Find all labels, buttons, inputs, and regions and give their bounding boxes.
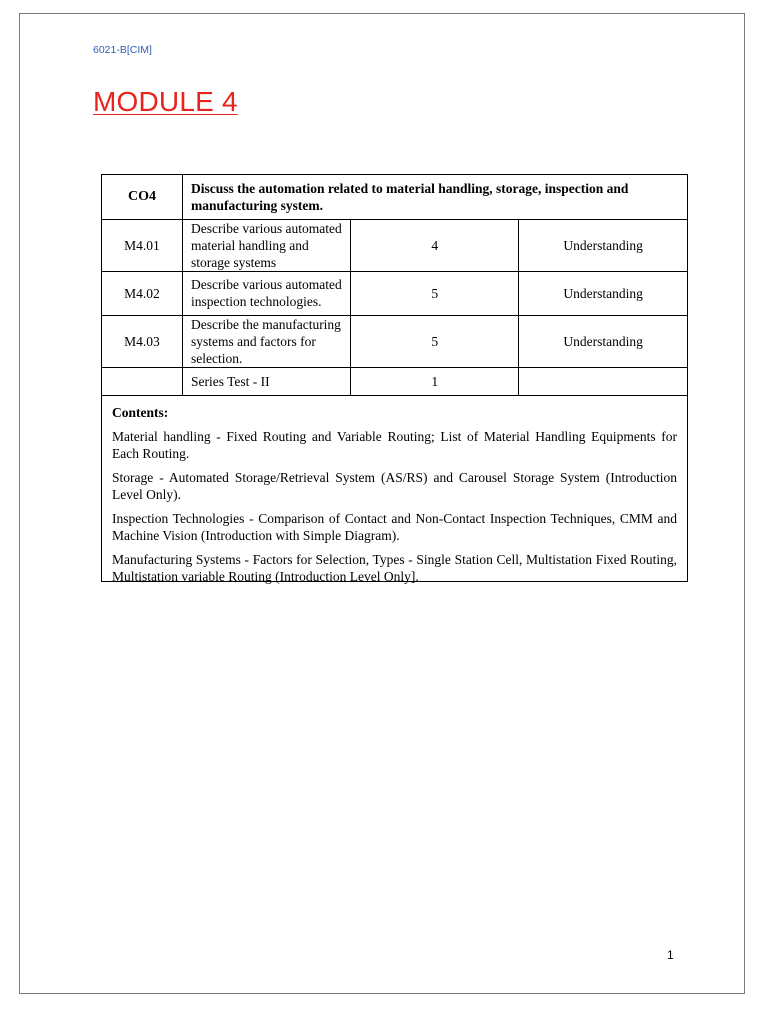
module-code: M4.01: [102, 219, 183, 271]
test-hours: 1: [351, 367, 519, 395]
module-code: M4.02: [102, 271, 183, 315]
contents-paragraph: Inspection Technologies - Comparison of Contact and Non-Contact Inspection Techniques, CMM and Machine Vision (Introduction with Simple Diagram).: [112, 510, 677, 543]
page-number: 1: [667, 948, 674, 962]
course-outcome-description: Discuss the automation related to material handling, storage, inspection and manufacturing system.: [183, 175, 688, 219]
test-level: [519, 367, 687, 395]
contents-paragraph: Storage - Automated Storage/Retrieval System (AS/RS) and Carousel Storage System (Introduction Level Only).: [112, 469, 677, 502]
syllabus-table-container: [101, 174, 688, 582]
contents-paragraph: Manufacturing Systems - Factors for Selection, Types - Single Station Cell, Multistation Fixed Routing, Multistation variable Routing (Introduction Level Only].: [112, 551, 677, 584]
syllabus-table: [102, 175, 687, 396]
test-description: Series Test - II: [183, 367, 351, 395]
course-outcome-row: [102, 175, 687, 219]
module-level: Understanding: [519, 219, 687, 271]
table-row: [102, 219, 687, 271]
module-description: Describe various automated inspection technologies.: [183, 271, 351, 315]
module-title: MODULE 4: [93, 86, 238, 117]
test-code: [102, 367, 183, 395]
document-code: 6021-B[CIM]: [93, 44, 152, 56]
module-level: Understanding: [519, 315, 687, 367]
module-hours: 4: [351, 219, 519, 271]
table-row: [102, 315, 687, 367]
module-hours: 5: [351, 315, 519, 367]
module-code: M4.03: [102, 315, 183, 367]
contents-paragraph: Material handling - Fixed Routing and Variable Routing; List of Material Handling Equipments for Each Routing.: [112, 428, 677, 461]
module-level: Understanding: [519, 271, 687, 315]
module-description: Describe the manufacturing systems and factors for selection.: [183, 315, 351, 367]
course-outcome-code: CO4: [102, 175, 183, 219]
contents-heading: Contents:: [112, 404, 169, 420]
series-test-row: [102, 367, 687, 395]
module-hours: 5: [351, 271, 519, 315]
table-row: [102, 271, 687, 315]
contents-section: [102, 396, 687, 585]
module-description: Describe various automated material handling and storage systems: [183, 219, 351, 271]
